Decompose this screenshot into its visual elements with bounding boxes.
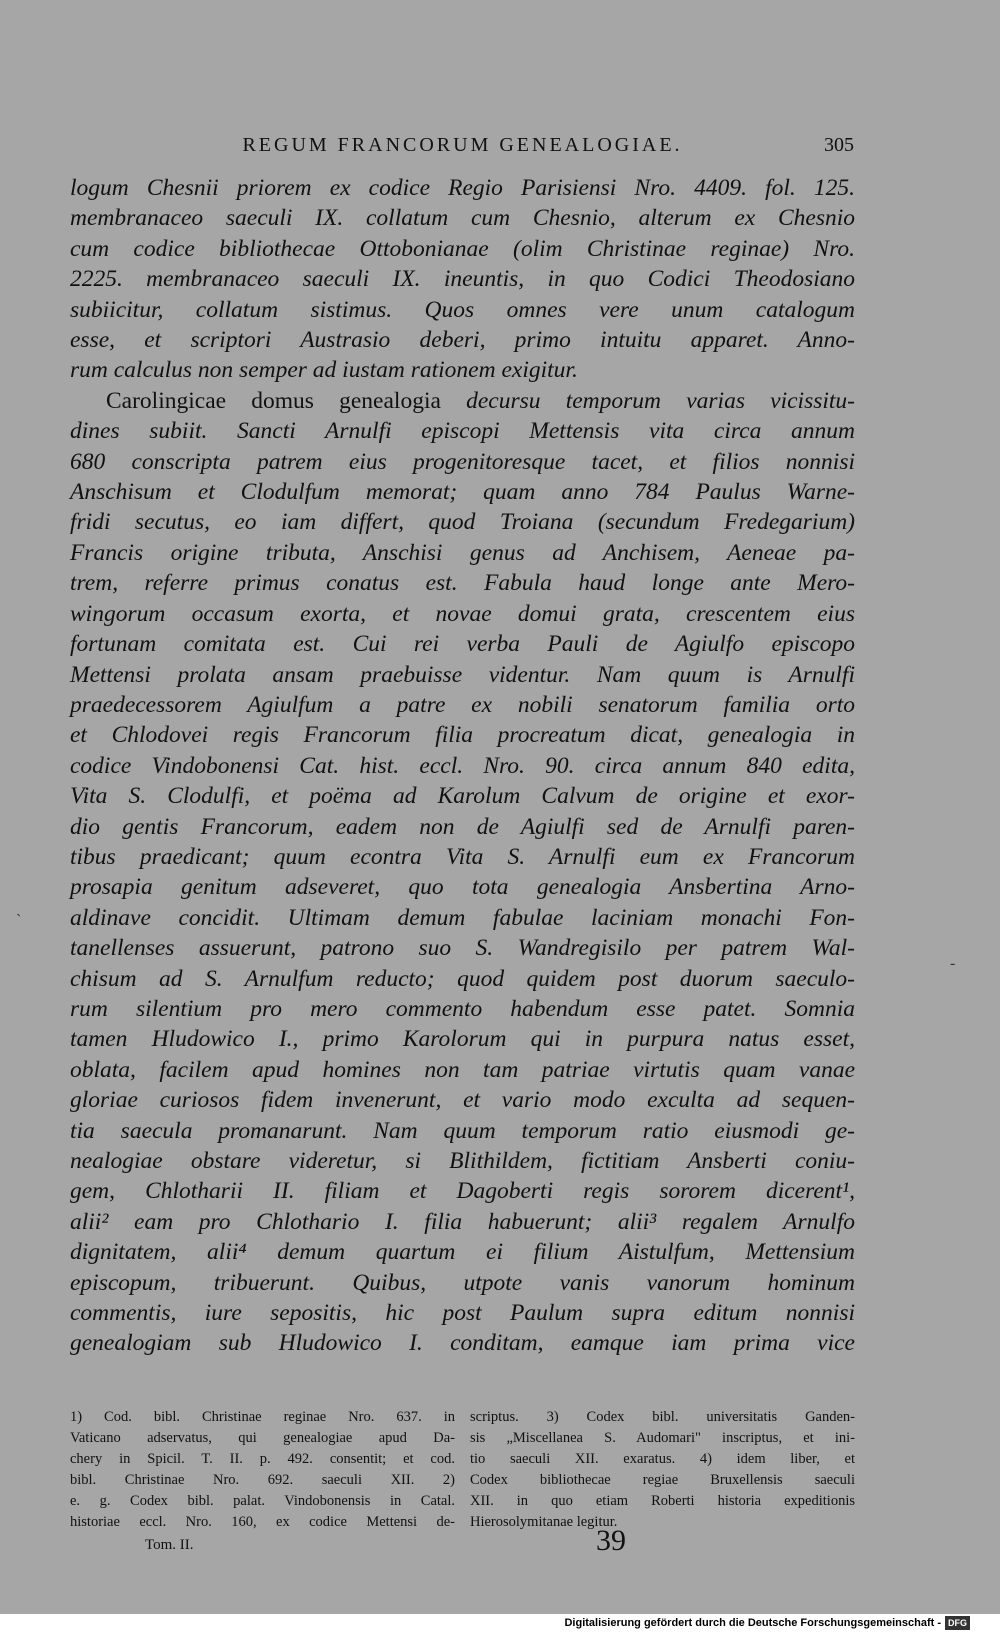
main-text — [70, 173, 855, 1359]
footnote-line: Codex bibliothecae regiae Bruxellensis saeculi — [470, 1472, 855, 1488]
text-line: Vita S. Clodulfi, et poëma ad Karolum Calvum de origine et exor- — [70, 783, 855, 810]
margin-mark-right: - — [950, 955, 956, 972]
text-line: nealogiae obstare videretur, si Blithildem, fictitiam Ansberti coniu- — [70, 1148, 855, 1174]
text-line: commentis, iure sepositis, hic post Paulum supra editum nonnisi — [70, 1300, 855, 1327]
text-line: tibus praedicant; quum econtra Vita S. Arnulfi eum ex Francorum — [70, 843, 855, 870]
text-line: wingorum occasum exorta, et novae domui grata, crescentem eius — [70, 600, 855, 627]
text-line: gem, Chlotharii II. filiam et Dagoberti regis sororem dicerent¹, — [70, 1178, 855, 1205]
text-line: aldinave concidit. Ultimam demum fabulae laciniam monachi Fon- — [70, 904, 855, 931]
text-line: cum codice bibliothecae Ottobonianae (olim Christinae reginae) Nro. — [70, 235, 855, 262]
footnotes-right-column — [470, 1407, 855, 1533]
running-header — [70, 134, 855, 157]
text-line: oblata, facilem apud homines non tam patriae virtutis quam vanae — [70, 1056, 855, 1083]
text-line: membranaceo saeculi IX. collatum cum Chesnio, alterum ex Chesnio — [70, 205, 855, 232]
text-line: chisum ad S. Arnulfum reducto; quod quidem post duorum saeculo- — [70, 965, 855, 992]
footnote-line: tio saeculi XII. exaratus. 4) idem liber, et — [470, 1451, 855, 1467]
text-line: tamen Hludowico I., primo Karolorum qui in purpura natus esset, — [70, 1026, 855, 1053]
text-line: dignitatem, alii⁴ demum quartum ei filium Aistulfum, Mettensium — [70, 1239, 855, 1266]
footnotes — [70, 1407, 855, 1533]
text-line: 2225. membranaceo saeculi IX. ineuntis, in quo Codici Theodosiano — [70, 266, 855, 293]
paragraph-2 — [70, 386, 855, 1359]
text-line: trem, referre primus conatus est. Fabula haud longe ante Mero- — [70, 570, 855, 597]
text-line: fridi secutus, eo iam differt, quod Troiana (secundum Fredegarium) — [70, 509, 855, 536]
text-line: episcopum, tribuerunt. Quibus, utpote vanis vanorum hominum — [70, 1269, 855, 1296]
text-line: Mettensi prolata ansam praebuisse videntur. Nam quum is Arnulfi — [70, 661, 855, 688]
footnote-line: scriptus. 3) Codex bibl. universitatis Ganden- — [470, 1409, 855, 1425]
footnote-line: sis „Miscellanea S. Audomari" inscriptus, et ini- — [470, 1430, 855, 1446]
text-line: Anschisum et Clodulfum memorat; quam anno 784 Paulus Warne- — [70, 479, 855, 506]
dfg-logo-icon: DFG — [945, 1616, 970, 1630]
text-line: logum Chesnii priorem ex codice Regio Parisiensi Nro. 4409. fol. 125. — [70, 175, 855, 201]
text-line: subiicitur, collatum sistimus. Quos omnes vere unum catalogum — [70, 296, 855, 323]
footnote-line: e. g. Codex bibl. palat. Vindobonensis in Catal. — [70, 1493, 455, 1509]
paragraph-lead: Carolingicae domus genealogia — [106, 387, 441, 414]
text-line: prosapia genitum adseveret, quo tota genealogia Ansbertina Arno- — [70, 874, 855, 901]
footnote-line: historiae eccl. Nro. 160, ex codice Mettensi de- — [70, 1514, 455, 1530]
text-line: 680 conscripta patrem eius progenitoresque tacet, et filios nonnisi — [70, 448, 855, 475]
text-line: genealogiam sub Hludowico I. conditam, eamque iam prima vice — [70, 1330, 855, 1357]
text-line: esse, et scriptori Austrasio deberi, primo intuitu apparet. Anno- — [70, 327, 855, 354]
footnotes-left-column — [70, 1407, 455, 1533]
text-line: dio gentis Francorum, eadem non de Agiulfi sed de Arnulfi paren- — [70, 813, 855, 840]
text-line: Francis origine tributa, Anschisi genus ad Anchisem, Aeneae pa- — [70, 539, 855, 566]
paragraph-1 — [70, 173, 855, 386]
digitization-credit — [564, 1614, 970, 1632]
running-title: REGUM FRANCORUM GENEALOGIAE. — [242, 134, 683, 156]
text-line: tanellenses assuerunt, patrono suo S. Wandregisilo per patrem Wal- — [70, 935, 855, 962]
text-line: tia saecula promanarunt. Nam quum temporum ratio eiusmodi ge- — [70, 1117, 855, 1144]
footnote-line: bibl. Christinae Nro. 692. saeculi XII. 2) — [70, 1472, 455, 1488]
page-number: 305 — [824, 134, 854, 156]
text-line: alii² eam pro Chlothario I. filia habuerunt; alii³ regalem Arnulfo — [70, 1208, 855, 1235]
volume-mark: Tom. II. — [145, 1537, 194, 1553]
text-line: gloriae curiosos fidem invenerunt, et vario modo exculta ad sequen- — [70, 1087, 855, 1114]
footnote-line: 1) Cod. bibl. Christinae reginae Nro. 637. in — [70, 1409, 455, 1425]
footnote-line: chery in Spicil. T. II. p. 492. consentit; et cod. — [70, 1451, 455, 1467]
text-line: praedecessorem Agiulfum a patre ex nobili senatorum familia orto — [70, 691, 855, 718]
margin-mark-left: ` — [16, 912, 22, 929]
footnote-line: Hierosolymitanae legitur. — [470, 1514, 618, 1530]
footnote-line: XII. in quo etiam Roberti historia expeditionis — [470, 1493, 855, 1509]
credit-text: Digitalisierung gefördert durch die Deutsche Forschungsgemeinschaft - — [564, 1617, 941, 1629]
text-line: rum calculus non semper ad iustam rationem exigitur. — [70, 357, 578, 384]
text-line: fortunam comitata est. Cui rei verba Pauli de Agiulfo episcopo — [70, 631, 855, 658]
footnote-line: Vaticano adservatus, qui genealogiae apud Da- — [70, 1430, 455, 1446]
text-line: dines subiit. Sancti Arnulfi episcopi Mettensis vita circa annum — [70, 418, 855, 445]
text-line: et Chlodovei regis Francorum filia procreatum dicat, genealogia in — [70, 722, 855, 749]
text-line: rum silentium pro mero commento habendum esse patet. Somnia — [70, 995, 855, 1022]
paragraph-lead-rest: decursu temporum varias vicissitu- — [440, 387, 856, 414]
text-line: codice Vindobonensi Cat. hist. eccl. Nro. 90. circa annum 840 edita, — [70, 752, 855, 779]
signature-mark: 39 — [596, 1524, 626, 1557]
text-line — [70, 386, 855, 416]
